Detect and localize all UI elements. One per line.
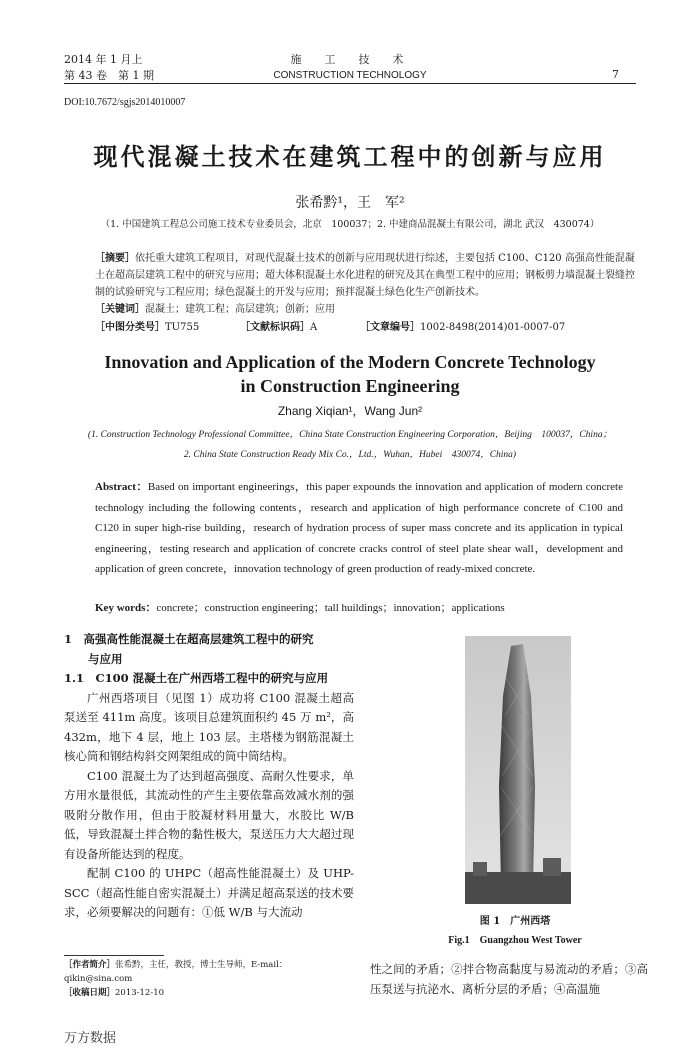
section-1-heading-cont: 与应用 [88, 651, 123, 666]
ground-buildings [465, 872, 571, 904]
abstract-cn-text: 依托重大建筑工程项目，对现代混凝土技术的创新与应用现状进行综述，主要包括 C100、C120 高强高性能混凝土在超高层建筑工程中的研究与应用；超大体积混凝土水化进程的研究及其在典型工程中的应用；钢板剪力墙混凝土裂缝控制的试验研究与工程应用；绿色混凝土的开发与应用；预拌混凝土绿色化生产创新技术。 [95, 253, 635, 298]
body-paragraph-3: 配制 C100 的 UHPC（超高性能混凝土）及 UHP-SCC（超高性能自密实混凝土）并满足超高泵送的技术要求，必须要解决的问题有：①低 W/B 与大流动 [64, 866, 354, 919]
clc-label: ［中图分类号］ [95, 322, 165, 333]
affiliation-en [0, 425, 700, 465]
clc-value: TU755 [165, 322, 200, 333]
footnote [64, 958, 354, 1000]
article-number-label: ［文章编号］ [360, 322, 420, 333]
article-number-value: 1002-8498(2014)01-0007-07 [420, 322, 566, 333]
footnote-author-text: 张希黔，主任，教授，博士生导师，E-mail：qikin@sina.com [64, 960, 288, 984]
footnote-author-label: ［作者简介］ [64, 960, 116, 970]
journal-title-en: CONSTRUCTION TECHNOLOGY [273, 70, 427, 81]
keywords-en-label: Key words： [95, 602, 157, 614]
section-1-heading: 1 高强高性能混凝土在超高层建筑工程中的研究 [64, 632, 314, 646]
body-paragraph-1: 广州西塔项目（见图 1）成功将 C100 混凝土超高泵送至 411m 高度。该项目总建筑面积约 45 万 m²，高 432m，地下 4 层，地上 103 层。主塔楼为钢筋混凝土核心筒和钢结构斜交网架组成的筒中筒结构。 [64, 690, 354, 763]
doc-code-label: ［文献标识码］ [240, 322, 310, 333]
tower-photo [465, 636, 571, 904]
low-building [543, 858, 561, 876]
authors-en: Zhang Xiqian¹，Wang Jun² [277, 404, 423, 418]
body-right-column: 性之间的矛盾；②拌合物高黏度与易流动的矛盾；③高压泵送与抗泌水、离析分层的矛盾；④高温施 [370, 962, 648, 996]
abstract-en-text: Based on important engineerings，this paper expounds the innovation and application of modern concrete technology including the following contents，research and application of high performance concrete of C100 and C120 in super high-rise building，research of hydration process of super mass concrete and its application in typical engineering，testing research and application of concrete cracks control of steel plate shear wall，development and application of green concrete，innovation technology of green production of ready-mixed concrete. [95, 481, 623, 575]
subsection-1-1-heading: 1.1 C100 混凝土在广州西塔工程中的研究与应用 [64, 671, 329, 685]
keywords-cn-text: 混凝土；建筑工程；高层建筑；创新；应用 [145, 304, 335, 315]
abstract-en-label: Abstract： [95, 481, 148, 493]
figure-caption-en: Fig.1 Guangzhou West Tower [448, 935, 582, 946]
footnote-date-label: ［收稿日期］ [64, 988, 116, 998]
body-paragraph-2: C100 混凝土为了达到超高强度、高耐久性要求，单方用水量很低，其流动性的产生主要依靠高效减水剂的强吸附分散作用，但由于胶凝材料用量大，水胶比 W/B 低，导致混凝土拌合物的黏性极大，泵送压力大大超过现有设备所能达到的程度。 [64, 768, 354, 861]
abstract-cn [95, 250, 635, 318]
affiliation-en-line2: 2. China State Construction Ready Mix Co.，Ltd.，Wuhan，Hubei 430074，China) [183, 450, 517, 460]
keywords-en-text: concrete；construction engineering；tall huildings；innovation；applications [156, 602, 505, 614]
keywords-cn-label: ［关键词］ [95, 304, 145, 315]
footnote-rule [64, 955, 164, 956]
authors-cn: 张希黔¹，王 军² [295, 195, 405, 211]
doi: DOI:10.7672/sgjs2014010007 [64, 97, 186, 108]
affiliation-en-line1: (1. Construction Technology Professional Committee，China State Construction Engineering Corporation，Beijing 100037，China； [87, 430, 613, 440]
keywords-en [95, 599, 635, 615]
header-rule [64, 83, 636, 84]
header-journal [0, 52, 700, 84]
footnote-date-text: 2013-12-10 [115, 988, 165, 998]
figure-caption-cn: 图 1 广州西塔 [479, 916, 551, 927]
watermark: 万方数据 [64, 1031, 117, 1046]
paper-title-en-line2: in Construction Engineering [240, 376, 460, 396]
low-building [473, 862, 487, 876]
abstract-en [95, 477, 623, 580]
header-date: 2014 年 1 月上 [64, 53, 143, 66]
page-number: 7 [612, 68, 619, 81]
header-volume: 第 43 卷 第 1 期 [64, 69, 154, 82]
paper-title-en [0, 350, 700, 398]
doc-code-value: A [310, 322, 318, 333]
abstract-cn-label: ［摘要］ [95, 253, 135, 264]
body-left-column [64, 630, 354, 923]
journal-title-cn: 施 工 技 术 [290, 53, 410, 66]
affiliation-cn: （1. 中国建筑工程总公司施工技术专业委员会，北京 100037；2. 中建商品混凝土有限公司，湖北 武汉 430074） [100, 219, 600, 230]
paper-title-en-line1: Innovation and Application of the Modern Concrete Technology [104, 352, 596, 372]
paper-title-cn: 现代混凝土技术在建筑工程中的创新与应用 [93, 142, 607, 171]
